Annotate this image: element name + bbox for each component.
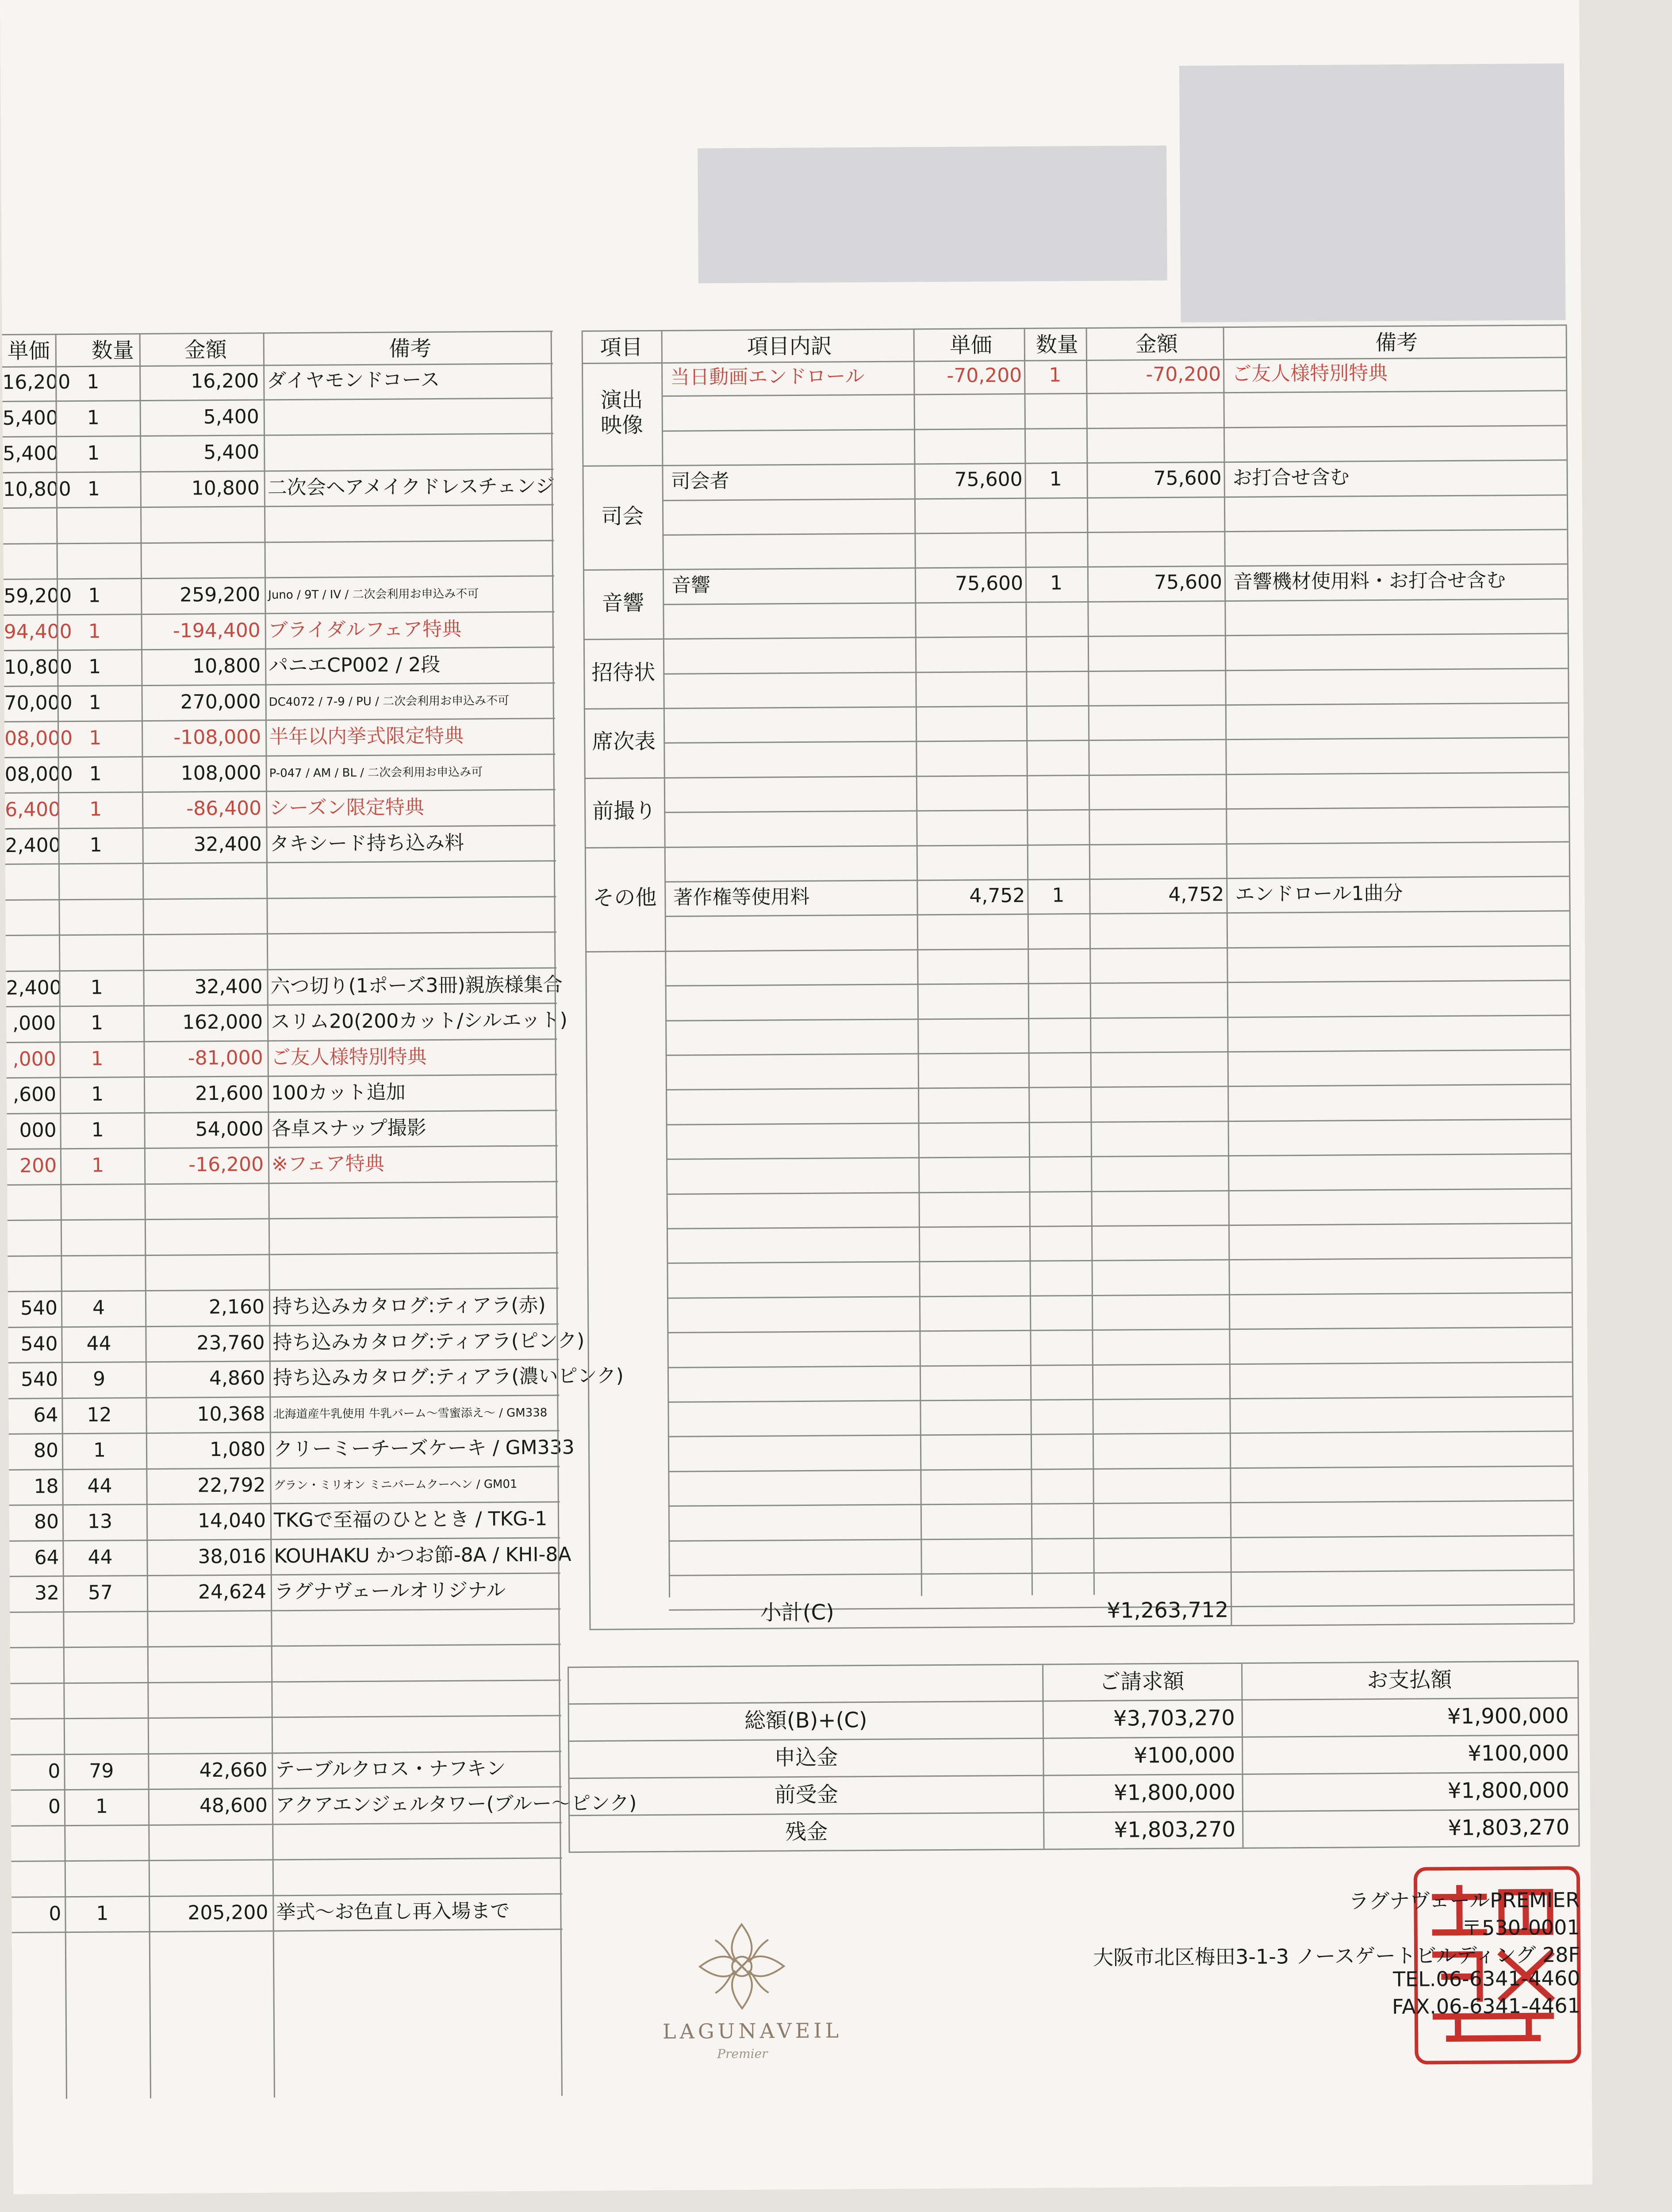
table-row xyxy=(5,789,556,829)
table-row xyxy=(10,1572,560,1613)
qty-cell: 1 xyxy=(89,726,102,749)
remark-cell: 音響機材使用料・お打合せ含む xyxy=(1233,569,1506,594)
amount-cell: 10,800 xyxy=(191,476,260,499)
table-row xyxy=(9,1537,571,1577)
unit-price-cell: 0 xyxy=(49,1902,61,1925)
unit-price-cell: 32 xyxy=(34,1582,60,1605)
table-row xyxy=(7,1145,558,1185)
qty-cell: 1 xyxy=(90,1011,104,1034)
table-row xyxy=(7,1110,557,1150)
amount-cell: 5,400 xyxy=(203,405,259,428)
table-row xyxy=(9,1466,560,1506)
remark-cell: クリーミーチーズケーキ / GM333 xyxy=(273,1436,575,1461)
item-cell: 著作権等使用料 xyxy=(673,885,810,909)
remark-cell: 六つ切り(1ポーズ3冊)親族様集合 xyxy=(270,973,563,998)
unit-price-cell xyxy=(12,1868,61,1869)
amount-cell xyxy=(145,514,260,515)
remark-cell: DC4072 / 7-9 / PU / 二次会利用お申込み不可 xyxy=(268,694,510,709)
qty-cell: 1 xyxy=(87,477,100,500)
amount-cell: 54,000 xyxy=(195,1117,264,1141)
amount-cell xyxy=(151,1618,266,1619)
remark-cell: 100カット追加 xyxy=(271,1081,406,1105)
remark-cell: タキシード持ち込み料 xyxy=(269,831,464,855)
qty-cell xyxy=(63,906,130,907)
unit-price-cell: 94,400 xyxy=(4,620,72,643)
summary-paid: ¥100,000 xyxy=(1468,1740,1569,1766)
table-row xyxy=(6,1038,557,1079)
summary-row xyxy=(570,1809,1578,1852)
unit-price-cell xyxy=(6,942,55,943)
category-label: 席次表 xyxy=(592,729,656,755)
unit-price-cell: ,000 xyxy=(12,1012,56,1035)
item-cell: 当日動画エンドロール xyxy=(670,365,865,389)
remark-cell: お打合せ含む xyxy=(1232,466,1350,490)
unit-price-cell: -70,200 xyxy=(947,364,1022,387)
lagunaveil-logo xyxy=(662,1915,843,2084)
qty-cell: 1 xyxy=(88,655,101,678)
amount-cell xyxy=(145,549,260,550)
table-row xyxy=(3,504,554,544)
qty-cell: 57 xyxy=(88,1581,113,1604)
table-row xyxy=(6,967,563,1007)
unit-price-cell: 2,400 xyxy=(5,833,61,857)
remark-cell: テーブルクロス・ナフキン xyxy=(275,1757,506,1781)
category-label: 音響 xyxy=(602,590,644,616)
summary-label: 申込金 xyxy=(774,1745,838,1770)
qty-cell: 1 xyxy=(87,442,100,465)
amount-cell xyxy=(147,870,262,871)
unit-price-cell: 5,400 xyxy=(2,406,58,430)
company-address: 大阪市北区梅田3-1-3 ノースゲートビルディング 28F xyxy=(1093,1943,1580,1970)
remark-cell: P-047 / AM / BL / 二次会利用お申込み可 xyxy=(269,765,483,780)
table-row xyxy=(5,860,556,900)
qty-cell: 1 xyxy=(1049,468,1062,491)
qty-cell: 1 xyxy=(1050,572,1063,595)
table-row xyxy=(8,1287,559,1328)
header-qty: 数量 xyxy=(1035,332,1078,357)
unit-price-cell: ,000 xyxy=(12,1047,56,1071)
remark-cell: 各卓スナップ撮影 xyxy=(271,1116,426,1140)
amount-cell: -16,200 xyxy=(188,1153,264,1176)
qty-cell: 9 xyxy=(92,1367,106,1390)
table-row xyxy=(12,1893,562,1933)
summary-paid: ¥1,900,000 xyxy=(1447,1703,1569,1729)
amount-cell: -70,200 xyxy=(1146,363,1221,386)
amount-cell xyxy=(152,1653,267,1654)
remark-cell: 持ち込みカタログ:ティアラ(ピンク) xyxy=(272,1329,585,1354)
amount-cell: 42,660 xyxy=(199,1758,268,1782)
table-row xyxy=(11,1822,562,1862)
amount-cell: 108,000 xyxy=(180,761,261,785)
header-unit-price: 単価 xyxy=(949,333,992,358)
unit-price-cell: 10,800 xyxy=(3,477,71,501)
unit-price-cell: 16,200 xyxy=(2,371,71,394)
unit-price-cell: 5,400 xyxy=(3,442,59,465)
remark-cell: 持ち込みカタログ:ティアラ(濃いピンク) xyxy=(272,1364,624,1390)
summary-billed: ¥1,800,000 xyxy=(1113,1780,1235,1805)
qty-cell xyxy=(61,550,127,551)
unit-price-cell: 0 xyxy=(48,1759,61,1782)
table-row xyxy=(4,682,555,722)
amount-cell: -108,000 xyxy=(173,726,261,749)
qty-cell xyxy=(68,1654,134,1655)
unit-price-cell: 6,400 xyxy=(5,798,61,821)
item-cell: 音響 xyxy=(671,574,711,597)
summary-paid: ¥1,800,000 xyxy=(1447,1778,1569,1804)
unit-price-cell: 4,752 xyxy=(969,884,1025,907)
unit-price-cell: 59,200 xyxy=(4,584,72,607)
amount-cell: 21,600 xyxy=(195,1082,264,1105)
table-row xyxy=(11,1751,561,1791)
category-label: 招待状 xyxy=(591,660,656,685)
remark-cell: TKGで至福のひととき / TKG-1 xyxy=(273,1507,548,1532)
unit-price-cell xyxy=(5,871,55,872)
category-label: 前撮り xyxy=(592,799,656,824)
amount-cell: -194,400 xyxy=(173,618,261,642)
unit-price-cell: 08,000 xyxy=(4,727,73,750)
table-row xyxy=(6,1002,568,1043)
logo-wordmark: LAGUNAVEIL xyxy=(662,2018,843,2043)
header-amount: 金額 xyxy=(184,337,227,363)
amount-cell xyxy=(149,1190,264,1191)
qty-cell: 1 xyxy=(90,976,103,999)
qty-cell: 1 xyxy=(1049,364,1062,387)
unit-price-cell: 540 xyxy=(20,1368,58,1391)
unit-price-cell xyxy=(8,1227,57,1228)
unit-price-cell: 540 xyxy=(20,1332,58,1356)
amount-cell: 1,080 xyxy=(209,1438,266,1461)
unit-price-cell: 08,000 xyxy=(4,762,73,786)
category-label: 司会 xyxy=(601,503,644,529)
unit-price-cell: 2,400 xyxy=(6,976,62,999)
table-row xyxy=(8,1359,624,1399)
table-row xyxy=(4,646,555,687)
remark-cell: ダイヤモンドコース xyxy=(267,368,440,392)
company-postal: 〒530-0001 xyxy=(1461,1915,1580,1940)
qty-cell xyxy=(69,1832,135,1833)
amount-cell xyxy=(152,1724,267,1725)
qty-cell: 1 xyxy=(89,798,102,821)
unit-price-cell: 10,800 xyxy=(4,656,73,679)
remark-cell: ご友人様特別特典 xyxy=(1232,361,1388,386)
qty-cell: 44 xyxy=(87,1475,112,1498)
remark-cell: ブライダルフェア特典 xyxy=(268,618,462,641)
qty-cell: 12 xyxy=(87,1403,112,1426)
redacted-block-right xyxy=(1179,63,1566,322)
remark-cell: シーズン限定特典 xyxy=(269,796,425,820)
table-row xyxy=(11,1786,637,1826)
amount-cell: 32,400 xyxy=(193,832,262,856)
remark-cell: ※フェア特典 xyxy=(271,1152,384,1176)
table-row xyxy=(9,1501,560,1541)
header-amount: 金額 xyxy=(1135,331,1178,357)
qty-cell: 44 xyxy=(88,1546,113,1569)
remark-cell: スリム20(200カット/シルエット) xyxy=(270,1009,568,1033)
table-row xyxy=(5,825,556,865)
qty-cell: 44 xyxy=(86,1332,111,1355)
amount-cell: 32,400 xyxy=(194,975,263,998)
subtotal-row xyxy=(589,1592,1573,1630)
unit-price-cell: 80 xyxy=(33,1439,59,1462)
amount-cell: 4,752 xyxy=(1168,883,1224,906)
table-row xyxy=(8,1252,558,1292)
table-row xyxy=(4,753,555,794)
qty-cell: 1 xyxy=(91,1154,104,1177)
amount-cell: 38,016 xyxy=(198,1544,266,1568)
amount-cell: 24,624 xyxy=(198,1580,267,1604)
amount-cell xyxy=(152,1689,267,1690)
amount-cell xyxy=(149,1262,264,1263)
remark-cell: KOUHAKU かつお節-8A / KHI-8A xyxy=(274,1543,571,1567)
table-row xyxy=(6,931,556,972)
unit-price-cell: 64 xyxy=(34,1546,59,1569)
header-unit-price: 単価 xyxy=(7,338,50,364)
ornament-icon xyxy=(662,1915,821,2018)
company-info xyxy=(985,1884,1580,2020)
qty-cell: 4 xyxy=(92,1296,105,1319)
qty-cell: 13 xyxy=(87,1510,113,1533)
unit-price-cell: ,600 xyxy=(12,1083,57,1106)
remark-cell: 半年以内挙式限定特典 xyxy=(269,724,464,749)
amount-cell: 48,600 xyxy=(199,1794,268,1817)
summary-table xyxy=(568,1660,1580,1853)
qty-cell xyxy=(65,1191,131,1192)
qty-cell: 1 xyxy=(93,1439,106,1462)
unit-price-cell: 0 xyxy=(48,1795,61,1818)
unit-price-cell xyxy=(10,1690,60,1691)
remark-cell: Juno / 9T / IV / 二次会利用お申込み不可 xyxy=(268,587,479,602)
summary-col-billed: ご請求額 xyxy=(1099,1669,1185,1694)
qty-cell: 1 xyxy=(87,370,100,393)
unit-price-cell: 000 xyxy=(19,1118,57,1142)
summary-label: 前受金 xyxy=(774,1782,838,1808)
qty-cell: 1 xyxy=(88,691,101,714)
amount-cell: 10,800 xyxy=(192,654,261,678)
unit-price-cell xyxy=(10,1619,59,1620)
amount-cell: 4,860 xyxy=(209,1367,265,1390)
unit-price-cell: 80 xyxy=(34,1510,59,1533)
subtotal-label: 小計(C) xyxy=(760,1600,834,1625)
table-row xyxy=(7,1074,557,1114)
table-row xyxy=(4,575,554,615)
amount-cell xyxy=(149,1226,264,1227)
unit-price-cell: 75,600 xyxy=(954,468,1023,492)
logo-sub: Premier xyxy=(717,2046,768,2062)
unit-price-cell: 75,600 xyxy=(955,572,1024,595)
remark-cell: 持ち込みカタログ:ティアラ(赤) xyxy=(272,1294,546,1318)
qty-cell xyxy=(68,1725,134,1726)
amount-cell: 23,760 xyxy=(196,1331,265,1354)
table-row xyxy=(3,397,553,438)
table-row xyxy=(5,896,556,936)
header-remarks: 備考 xyxy=(1375,330,1418,356)
table-row xyxy=(4,718,555,758)
table-row xyxy=(3,540,554,580)
qty-cell: 1 xyxy=(91,1083,104,1106)
remark-cell: アクアエンジェルタワー(ブルー～ピンク) xyxy=(275,1792,637,1817)
amount-cell: 5,400 xyxy=(203,441,260,464)
table-row xyxy=(10,1608,560,1648)
remark-cell: 二次会ヘアメイクドレスチェンジ xyxy=(267,474,555,499)
qty-cell: 1 xyxy=(96,1902,109,1925)
summary-col-paid: お支払額 xyxy=(1367,1667,1452,1693)
qty-cell: 1 xyxy=(88,620,101,643)
table-row xyxy=(3,469,554,509)
amount-cell: 10,368 xyxy=(197,1402,265,1425)
remark-cell: 挙式～お色直し再入場まで xyxy=(276,1899,510,1924)
table-row xyxy=(10,1644,561,1684)
summary-paid: ¥1,803,270 xyxy=(1448,1815,1570,1841)
item-cell: 司会者 xyxy=(671,470,729,493)
amount-cell xyxy=(153,1867,268,1868)
qty-cell: 1 xyxy=(89,833,102,856)
qty-cell: 1 xyxy=(88,584,101,607)
unit-price-cell: 64 xyxy=(33,1403,58,1427)
company-fax: FAX.06-6341-4461 xyxy=(1392,1993,1580,2019)
amount-cell: -86,400 xyxy=(186,797,262,820)
amount-cell: 16,200 xyxy=(191,369,259,393)
unit-price-cell: 540 xyxy=(20,1297,58,1320)
table-row xyxy=(12,1857,562,1897)
remark-cell: グラン・ミリオン ミニバームクーヘン / GM01 xyxy=(273,1477,518,1492)
table-row xyxy=(8,1394,559,1435)
qty-cell: 1 xyxy=(1052,884,1065,907)
remark-cell: 北海道産牛乳使用 牛乳バーム～雪蜜添え～ / GM338 xyxy=(273,1406,548,1421)
table-row xyxy=(8,1216,558,1256)
summary-billed: ¥3,703,270 xyxy=(1113,1705,1235,1731)
table-row xyxy=(8,1323,585,1363)
table-row xyxy=(7,1181,558,1221)
qty-cell: 1 xyxy=(91,1118,104,1141)
header-item: 項目内訳 xyxy=(747,334,832,359)
table-row xyxy=(11,1715,561,1755)
company-tel: TEL.06-6341-4460 xyxy=(1392,1966,1580,1991)
unit-price-cell: 18 xyxy=(34,1475,59,1498)
header-category: 項目 xyxy=(600,335,643,360)
remark-cell: エンドロール1曲分 xyxy=(1235,882,1403,906)
right-items-table xyxy=(582,324,1574,1629)
category-label: 演出映像 xyxy=(600,387,644,438)
amount-cell: 162,000 xyxy=(182,1010,263,1034)
summary-label: 残金 xyxy=(785,1819,828,1845)
qty-cell: 1 xyxy=(87,406,100,429)
amount-cell: 75,600 xyxy=(1153,467,1222,490)
unit-price-cell: 70,000 xyxy=(4,691,73,714)
qty-cell: 1 xyxy=(91,1047,104,1070)
unit-price-cell: 200 xyxy=(19,1154,57,1177)
amount-cell: 22,792 xyxy=(197,1473,266,1497)
header-remarks: 備考 xyxy=(389,336,432,361)
amount-cell: 2,160 xyxy=(208,1295,265,1319)
remark-cell: ラグナヴェールオリジナル xyxy=(274,1579,506,1603)
amount-cell: -81,000 xyxy=(188,1046,263,1069)
table-row xyxy=(4,611,554,651)
table-row xyxy=(10,1679,561,1720)
subtotal-value: ¥1,263,712 xyxy=(1107,1598,1229,1623)
summary-billed: ¥1,803,270 xyxy=(1114,1817,1236,1843)
remark-cell: パニエCP002 / 2段 xyxy=(268,653,441,677)
company-name: ラグナヴェールPREMIER xyxy=(1348,1888,1580,1913)
table-row xyxy=(3,433,553,473)
qty-cell: 1 xyxy=(89,762,102,785)
qty-cell: 1 xyxy=(95,1795,108,1818)
remark-cell: ご友人様特別特典 xyxy=(271,1045,427,1069)
amount-cell: 75,600 xyxy=(1154,571,1223,594)
table-row xyxy=(9,1430,575,1470)
header-qty: 数量 xyxy=(91,338,134,363)
redacted-block-left xyxy=(698,146,1167,283)
amount-cell: 259,200 xyxy=(180,583,261,607)
summary-billed: ¥100,000 xyxy=(1134,1743,1235,1768)
amount-cell: 270,000 xyxy=(180,690,261,714)
category-label: その他 xyxy=(593,885,657,911)
table-row xyxy=(2,361,553,402)
qty-cell: 79 xyxy=(89,1759,114,1782)
amount-cell: 14,040 xyxy=(197,1509,266,1532)
amount-cell xyxy=(147,941,262,942)
summary-label: 総額(B)+(C) xyxy=(744,1708,867,1733)
amount-cell: 205,200 xyxy=(188,1901,268,1924)
